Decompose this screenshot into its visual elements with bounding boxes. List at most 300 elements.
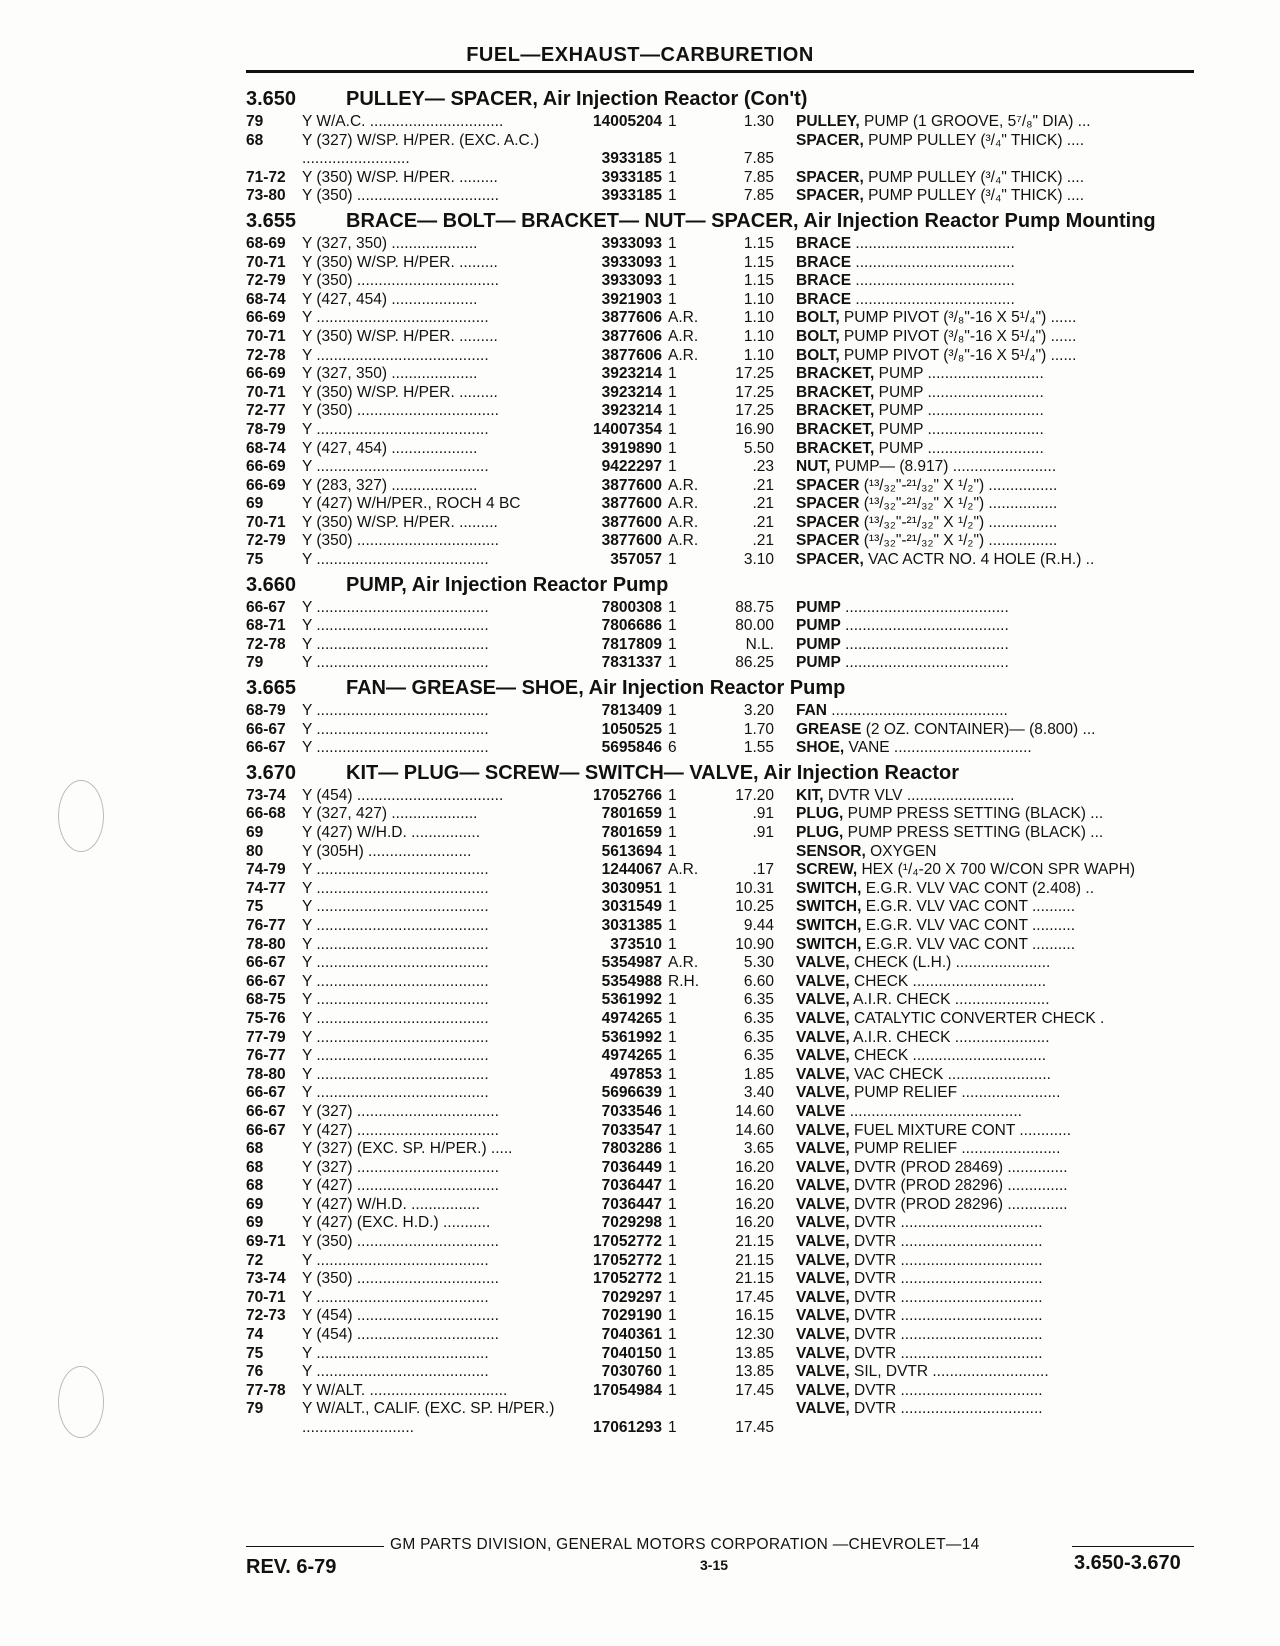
- application-description: Y (427) W/H.D. ................: [302, 824, 481, 841]
- part-number: 3877606: [601, 327, 662, 345]
- quantity: 1: [668, 150, 677, 168]
- part-name: [774, 1084, 1174, 1103]
- table-row: [246, 721, 1196, 740]
- table-row: [246, 1196, 1196, 1215]
- quantity: A.R.: [668, 513, 699, 531]
- part-name-keyword: BOLT,: [796, 309, 840, 327]
- part-number: 7029190: [601, 1307, 662, 1325]
- part-name-detail: .....................................: [851, 290, 1015, 308]
- model-year: 79: [246, 113, 264, 130]
- part-name-detail: CHECK ...............................: [849, 972, 1047, 990]
- application-description: Y W/ALT. ................................: [302, 1381, 508, 1399]
- price: 3.10: [743, 551, 774, 569]
- part-name-detail: PUMP ...........................: [874, 402, 1044, 420]
- footer-rule: [1072, 1546, 1194, 1547]
- part-name: [774, 402, 1174, 421]
- part-number: 7036447: [601, 1195, 662, 1213]
- part-name-keyword: SPACER: [796, 532, 860, 550]
- part-name-detail: PUMP PIVOT (³/₈"-16 X 5¹/₄") ......: [839, 309, 1077, 327]
- quantity: 1: [668, 113, 677, 130]
- model-year: 72-78: [246, 346, 286, 364]
- part-name: [774, 495, 1174, 514]
- quantity: 1: [668, 898, 677, 916]
- part-name-keyword: SHOE,: [796, 739, 845, 757]
- table-row: [246, 365, 1196, 384]
- application-description: Y (350) .................................: [302, 187, 499, 205]
- table-row: [246, 824, 1196, 843]
- part-name: [774, 384, 1174, 403]
- application-description: Y (327) .................................: [302, 1158, 499, 1176]
- model-year: 74: [246, 1326, 264, 1344]
- model-year: 79: [246, 654, 264, 672]
- model-year: 66-67: [246, 739, 286, 757]
- part-number: 17052772: [593, 1233, 662, 1251]
- part-name-detail: VANE ................................: [844, 739, 1032, 757]
- model-year: 75: [246, 551, 264, 569]
- table-row: [246, 1270, 1196, 1289]
- table-row: [246, 187, 1196, 206]
- part-number: 3031385: [601, 916, 662, 934]
- part-name: [774, 617, 1174, 636]
- price: 16.20: [735, 1177, 774, 1195]
- quantity: R.H.: [668, 972, 699, 990]
- part-name-detail: VAC CHECK ........................: [849, 1065, 1051, 1083]
- model-year: 72-73: [246, 1307, 286, 1325]
- part-name-detail: DVTR .................................: [849, 1251, 1043, 1269]
- table-row: [246, 739, 1196, 758]
- application-description: Y (350) .................................: [302, 532, 499, 550]
- quantity: 1: [668, 991, 677, 1009]
- table-row: [246, 402, 1196, 421]
- part-number: 3877600: [601, 476, 662, 494]
- part-name-detail: PUMP PRESS SETTING (BLACK) ...: [843, 824, 1104, 841]
- part-number: 7040150: [601, 1344, 662, 1362]
- quantity: 1: [668, 1140, 677, 1158]
- part-name-keyword: VALVE,: [796, 1233, 850, 1251]
- application-description: Y ........................................: [302, 991, 489, 1009]
- part-name-detail: PUMP PRESS SETTING (BLACK) ...: [843, 805, 1104, 823]
- part-name-keyword: FAN: [796, 702, 827, 720]
- section-title: PUMP, Air Injection Reactor Pump: [346, 573, 669, 596]
- model-year: 69: [246, 824, 264, 841]
- part-name: [774, 1103, 1174, 1122]
- application-description: Y ........................................: [302, 702, 489, 720]
- part-name-keyword: VALVE,: [796, 1158, 850, 1176]
- quantity: 1: [668, 1214, 677, 1232]
- quantity: 1: [668, 916, 677, 934]
- table-row: [246, 1233, 1196, 1252]
- part-name-detail: HEX (¹/₄-20 X 700 W/CON SPR WAPH): [857, 861, 1136, 879]
- table-row: [246, 936, 1196, 955]
- part-name-detail: PUMP RELIEF .......................: [849, 1140, 1061, 1158]
- part-number: 3877600: [601, 495, 662, 513]
- quantity: 1: [668, 1084, 677, 1102]
- table-row: [246, 973, 1196, 992]
- part-number: 7033546: [601, 1102, 662, 1120]
- price: 86.25: [735, 654, 774, 672]
- application-description: Y ........................................: [302, 935, 489, 953]
- application-description: Y ........................................: [302, 1028, 489, 1046]
- quantity: 1: [668, 1307, 677, 1325]
- price: 14.60: [735, 1121, 774, 1139]
- application-description: Y ........................................: [302, 1084, 489, 1102]
- price: .91: [752, 805, 774, 823]
- part-number: 7040361: [601, 1326, 662, 1344]
- model-year: 66-69: [246, 476, 286, 494]
- application-description: Y (427) .................................: [302, 1177, 499, 1195]
- price: 1.70: [743, 720, 774, 738]
- model-year: 71-72: [246, 168, 286, 186]
- application-description: Y ........................................: [302, 309, 489, 327]
- quantity: A.R.: [668, 495, 699, 513]
- part-number: 3877600: [601, 513, 662, 531]
- part-name: [774, 739, 1174, 758]
- part-name-detail: DVTR .................................: [849, 1288, 1043, 1306]
- part-name: [774, 254, 1174, 273]
- table-row: [246, 1177, 1196, 1196]
- part-name-keyword: KIT,: [796, 786, 824, 804]
- part-number: 14007354: [593, 420, 662, 438]
- application-description: Y (305H) ........................: [302, 842, 472, 860]
- price: 16.20: [735, 1214, 774, 1232]
- part-name: [774, 654, 1174, 673]
- part-name: [774, 1400, 1174, 1437]
- quantity: 1: [668, 551, 677, 569]
- model-year: 77-79: [246, 1028, 286, 1046]
- quantity: 1: [668, 1158, 677, 1176]
- model-year: 72-78: [246, 635, 286, 653]
- part-name-keyword: VALVE,: [796, 1214, 850, 1232]
- model-year: 69: [246, 1195, 264, 1213]
- table-row: [246, 477, 1196, 496]
- price: 7.85: [743, 150, 774, 168]
- quantity: 1: [668, 1177, 677, 1195]
- part-name-keyword: VALVE,: [796, 1084, 850, 1102]
- application-description: Y ........................................: [302, 1344, 489, 1362]
- application-description: Y (427, 454) ....................: [302, 290, 478, 308]
- part-name-keyword: VALVE,: [796, 1270, 850, 1288]
- quantity: A.R.: [668, 532, 699, 550]
- model-year: 73-80: [246, 187, 286, 205]
- price: 21.15: [735, 1233, 774, 1251]
- price: 6.60: [743, 972, 774, 990]
- application-description: Y (327, 427) ....................: [302, 805, 478, 823]
- quantity: 6: [668, 739, 677, 757]
- part-number: 17061293: [593, 1419, 662, 1436]
- part-name-keyword: BRACKET,: [796, 402, 875, 420]
- part-name: [774, 187, 1174, 206]
- model-year: 66-69: [246, 365, 286, 383]
- quantity: 1: [668, 420, 677, 438]
- table-row: [246, 235, 1196, 254]
- part-number: 5354987: [601, 954, 662, 972]
- part-number: 3877600: [601, 532, 662, 550]
- part-name: [774, 1177, 1174, 1196]
- part-name-detail: (¹³/₃₂"-²¹/₃₂" X ¹/₂") ................: [859, 495, 1058, 513]
- model-year: 76: [246, 1363, 264, 1381]
- table-row: [246, 440, 1196, 459]
- model-year: 75-76: [246, 1009, 286, 1027]
- table-row: [246, 551, 1196, 570]
- part-name-detail: PUMP ...........................: [874, 383, 1044, 401]
- model-year: 70-71: [246, 383, 286, 401]
- part-name-keyword: PLUG,: [796, 805, 844, 823]
- table-row: [246, 599, 1196, 618]
- part-name: [774, 1252, 1174, 1271]
- section-heading: [246, 574, 1196, 597]
- part-name: [774, 132, 1174, 169]
- quantity: 1: [668, 1009, 677, 1027]
- quantity: 1: [668, 187, 677, 205]
- price: 17.45: [735, 1381, 774, 1399]
- part-name-keyword: VALVE,: [796, 1028, 850, 1046]
- table-row: [246, 495, 1196, 514]
- quantity: A.R.: [668, 954, 699, 972]
- price: 16.20: [735, 1158, 774, 1176]
- quantity: 1: [668, 1028, 677, 1046]
- application-description: Y ........................................: [302, 916, 489, 934]
- price: 5.50: [743, 439, 774, 457]
- quantity: 1: [668, 439, 677, 457]
- part-name: [774, 936, 1174, 955]
- part-name-detail: E.G.R. VLV VAC CONT ..........: [861, 898, 1076, 916]
- part-name-keyword: PLUG,: [796, 824, 844, 841]
- part-number: 3031549: [601, 898, 662, 916]
- price: 1.55: [743, 739, 774, 757]
- part-name: [774, 514, 1174, 533]
- application-description: Y W/ALT., CALIF. (EXC. SP. H/PER.) ..........................: [302, 1400, 555, 1436]
- part-name: [774, 636, 1174, 655]
- part-name-detail: PUMP— (8.917) ........................: [830, 458, 1057, 476]
- section-heading: [246, 677, 1196, 700]
- table-row: [246, 272, 1196, 291]
- part-name-keyword: PUMP: [796, 617, 841, 635]
- part-name-keyword: VALVE,: [796, 1344, 850, 1362]
- application-description: Y (427, 454) ....................: [302, 439, 478, 457]
- application-description: Y ........................................: [302, 1288, 489, 1306]
- part-name: [774, 880, 1174, 899]
- part-number: 17052772: [593, 1251, 662, 1269]
- part-name-detail: DVTR .................................: [849, 1233, 1043, 1251]
- part-number: 3933093: [601, 272, 662, 290]
- part-name-keyword: SCREW,: [796, 861, 858, 879]
- application-description: Y ........................................: [302, 972, 489, 990]
- price: .21: [752, 476, 774, 494]
- part-name: [774, 1196, 1174, 1215]
- part-name-detail: PUMP PIVOT (³/₈"-16 X 5¹/₄") ......: [839, 346, 1077, 364]
- part-name: [774, 805, 1174, 824]
- part-name: [774, 1307, 1174, 1326]
- model-year: 68-74: [246, 439, 286, 457]
- application-description: Y ........................................: [302, 598, 489, 616]
- part-name: [774, 113, 1174, 132]
- part-name-detail: ......................................: [840, 598, 1009, 616]
- table-row: [246, 1345, 1196, 1364]
- price: 16.15: [735, 1307, 774, 1325]
- application-description: Y (327, 350) ....................: [302, 234, 478, 252]
- part-name: [774, 721, 1174, 740]
- model-year: 77-78: [246, 1381, 286, 1399]
- part-name-detail: E.G.R. VLV VAC CONT (2.408) ..: [861, 879, 1095, 897]
- table-row: [246, 254, 1196, 273]
- part-number: 7033547: [601, 1121, 662, 1139]
- part-name: [774, 272, 1174, 291]
- table-row: [246, 1363, 1196, 1382]
- section-number: 3.655: [246, 209, 297, 232]
- table-row: [246, 898, 1196, 917]
- price: 17.45: [735, 1288, 774, 1306]
- table-row: [246, 1010, 1196, 1029]
- model-year: 68: [246, 1158, 264, 1176]
- price: .21: [752, 532, 774, 550]
- table-row: [246, 954, 1196, 973]
- part-name-detail: PUMP ...........................: [874, 365, 1044, 383]
- price: 1.85: [743, 1065, 774, 1083]
- price: .23: [752, 458, 774, 476]
- model-year: 69: [246, 495, 264, 513]
- model-year: 74-79: [246, 861, 286, 879]
- part-name: [774, 1289, 1174, 1308]
- part-name-detail: DVTR (PROD 28296) ..............: [849, 1177, 1068, 1195]
- part-name-detail: CHECK (L.H.) ......................: [849, 954, 1051, 972]
- quantity: A.R.: [668, 327, 699, 345]
- part-number: 3030951: [601, 879, 662, 897]
- application-description: Y W/A.C. ...............................: [302, 113, 504, 130]
- part-number: 5613694: [601, 842, 662, 860]
- model-year: 72-77: [246, 402, 286, 420]
- part-name-keyword: VALVE,: [796, 1177, 850, 1195]
- part-number: 3923214: [601, 383, 662, 401]
- part-number: 3919890: [601, 439, 662, 457]
- table-row: [246, 532, 1196, 551]
- model-year: 69: [246, 1214, 264, 1232]
- table-row: [246, 617, 1196, 636]
- part-name: [774, 1047, 1174, 1066]
- footer-revision: REV. 6-79: [246, 1556, 337, 1578]
- part-name-detail: (¹³/₃₂"-²¹/₃₂" X ¹/₂") ................: [859, 513, 1058, 531]
- model-year: 74-77: [246, 879, 286, 897]
- application-description: Y (427) W/H/PER., ROCH 4 BC: [302, 495, 521, 513]
- table-row: [246, 861, 1196, 880]
- part-name-keyword: VALVE,: [796, 1047, 850, 1065]
- part-name: [774, 1066, 1174, 1085]
- part-name-keyword: SPACER: [796, 513, 860, 531]
- quantity: 1: [668, 1381, 677, 1399]
- part-number: 14005204: [593, 113, 662, 130]
- table-row: [246, 1047, 1196, 1066]
- table-row: [246, 113, 1196, 132]
- table-row: [246, 328, 1196, 347]
- part-number: 7801659: [601, 805, 662, 823]
- part-name: [774, 421, 1174, 440]
- part-name-keyword: BRACKET,: [796, 365, 875, 383]
- model-year: 66-67: [246, 1084, 286, 1102]
- part-name-detail: DVTR (PROD 28469) ..............: [849, 1158, 1068, 1176]
- part-name: [774, 1233, 1174, 1252]
- application-description: Y ........................................: [302, 551, 489, 569]
- price: 21.15: [735, 1251, 774, 1269]
- model-year: 70-71: [246, 513, 286, 531]
- part-name-keyword: SWITCH,: [796, 916, 862, 934]
- part-number: 7036449: [601, 1158, 662, 1176]
- quantity: 1: [668, 842, 677, 860]
- price: 3.40: [743, 1084, 774, 1102]
- part-name: [774, 551, 1174, 570]
- part-name-detail: (2 OZ. CONTAINER)— (8.800) ...: [861, 720, 1096, 738]
- part-name-keyword: BOLT,: [796, 327, 840, 345]
- part-name-detail: VAC ACTR NO. 4 HOLE (R.H.) ..: [863, 551, 1095, 569]
- price: 1.15: [743, 272, 774, 290]
- quantity: A.R.: [668, 309, 699, 327]
- application-description: Y ........................................: [302, 898, 489, 916]
- part-name: [774, 1159, 1174, 1178]
- price: 7.85: [743, 187, 774, 205]
- part-name-keyword: VALVE,: [796, 954, 850, 972]
- part-name-keyword: GREASE: [796, 720, 862, 738]
- application-description: Y (283, 327) ....................: [302, 476, 478, 494]
- table-row: [246, 1326, 1196, 1345]
- section-title: KIT— PLUG— SCREW— SWITCH— VALVE, Air Injection Reactor: [346, 761, 959, 784]
- table-row: [246, 1159, 1196, 1178]
- table-row: [246, 880, 1196, 899]
- price: 1.10: [743, 327, 774, 345]
- price: 21.15: [735, 1270, 774, 1288]
- part-name: [774, 365, 1174, 384]
- part-name-detail: DVTR (PROD 28296) ..............: [849, 1195, 1068, 1213]
- price: 1.10: [743, 346, 774, 364]
- table-row: [246, 1103, 1196, 1122]
- part-name-keyword: SPACER,: [796, 551, 864, 569]
- application-description: Y ........................................: [302, 1251, 489, 1269]
- table-row: [246, 805, 1196, 824]
- quantity: 1: [668, 1251, 677, 1269]
- section-title: FAN— GREASE— SHOE, Air Injection Reactor Pump: [346, 677, 846, 700]
- part-name: [774, 824, 1174, 843]
- part-name-keyword: SWITCH,: [796, 935, 862, 953]
- part-name-keyword: VALVE,: [796, 1307, 850, 1325]
- model-year: 66-67: [246, 720, 286, 738]
- quantity: 1: [668, 654, 677, 672]
- part-name-detail: DVTR .................................: [849, 1381, 1043, 1399]
- part-name-detail: PUMP ...........................: [874, 439, 1044, 457]
- part-name-detail: .....................................: [851, 253, 1015, 271]
- quantity: 1: [668, 1270, 677, 1288]
- quantity: 1: [668, 1419, 677, 1436]
- part-name: [774, 1029, 1174, 1048]
- quantity: 1: [668, 1195, 677, 1213]
- application-description: Y (350) W/SP. H/PER. .........: [302, 253, 498, 271]
- table-row: [246, 1140, 1196, 1159]
- part-name: [774, 1122, 1174, 1141]
- application-description: Y (327) (EXC. SP. H/PER.) .....: [302, 1140, 513, 1158]
- table-row: [246, 514, 1196, 533]
- part-number: 5361992: [601, 1028, 662, 1046]
- part-number: 357057: [610, 551, 662, 569]
- quantity: 1: [668, 786, 677, 804]
- quantity: 1: [668, 617, 677, 635]
- model-year: 69-71: [246, 1233, 286, 1251]
- part-name-detail: PUMP PULLEY (³/₄" THICK) ....: [863, 131, 1085, 149]
- part-number: 5361992: [601, 991, 662, 1009]
- part-name: [774, 861, 1174, 880]
- part-name-detail: FUEL MIXTURE CONT ............: [849, 1121, 1072, 1139]
- part-name-detail: DVTR .................................: [849, 1400, 1043, 1418]
- application-description: Y ........................................: [302, 1065, 489, 1083]
- application-description: Y (350) .................................: [302, 1233, 499, 1251]
- application-description: Y (327) .................................: [302, 1102, 499, 1120]
- price: 13.85: [735, 1344, 774, 1362]
- application-description: Y ........................................: [302, 879, 489, 897]
